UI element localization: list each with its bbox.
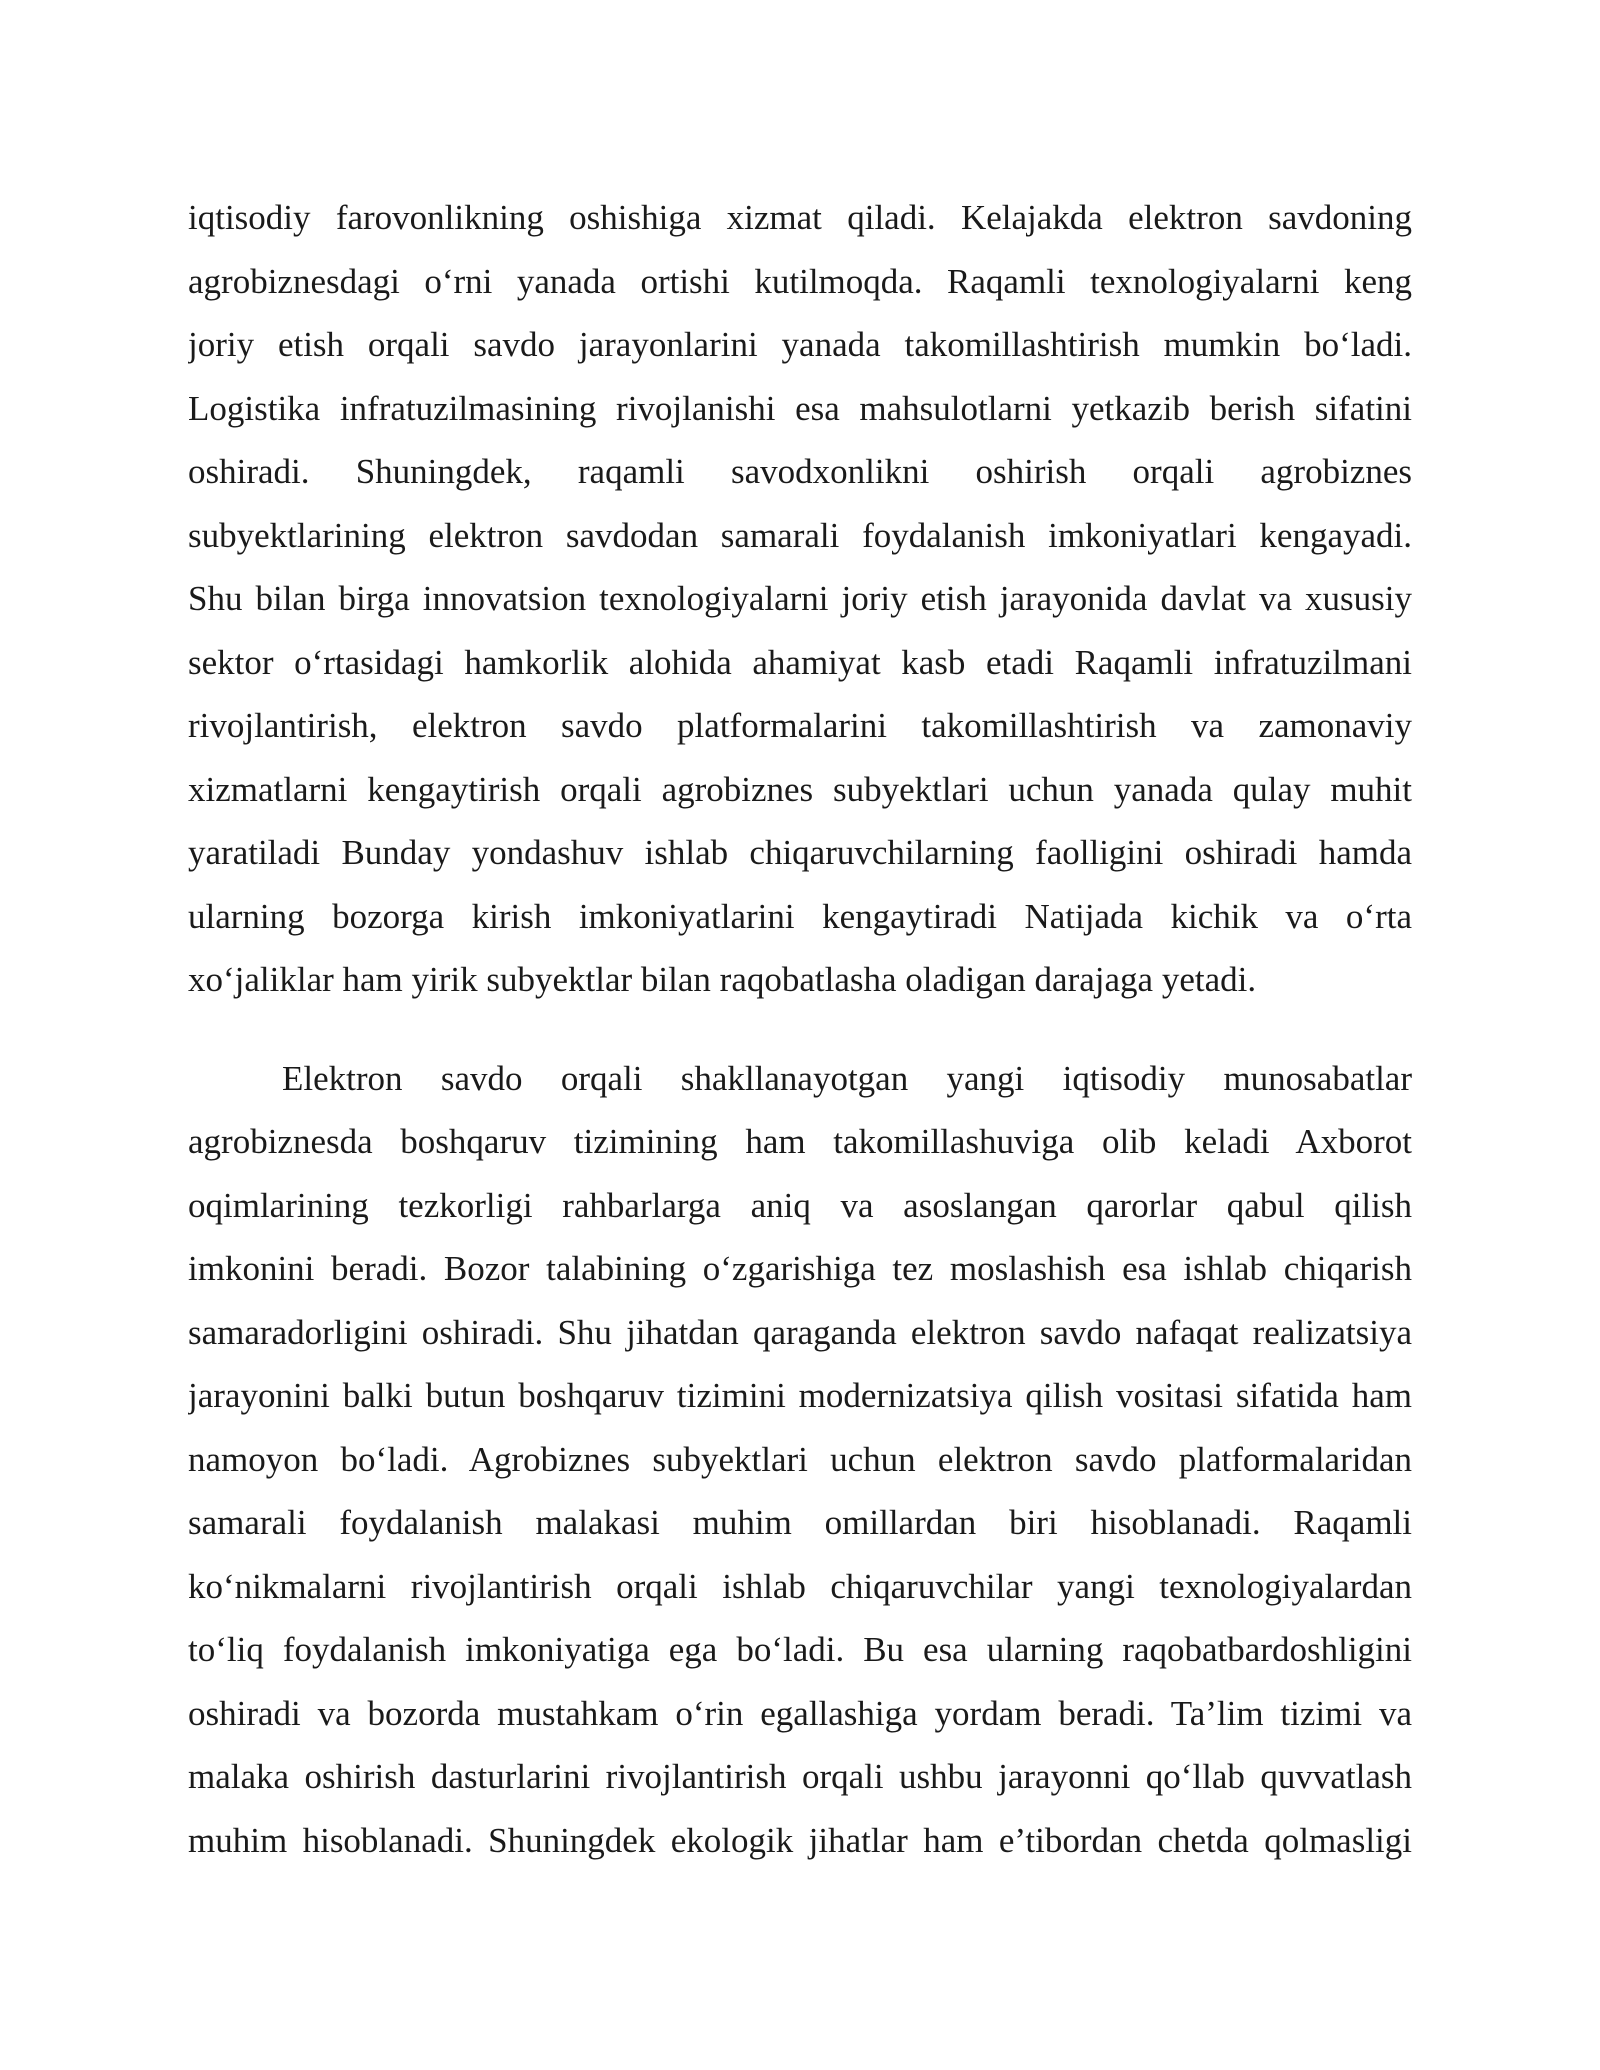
document-body <box>188 186 1412 1872</box>
text-line: rivojlantirish, elektron savdo platformalarini takomillashtirish va zamonaviy <box>188 706 1412 745</box>
text-line: malaka oshirish dasturlarini rivojlantirish orqali ushbu jarayonni qo‘llab quvvatlash <box>188 1757 1412 1796</box>
text-line: Elektron savdo orqali shakllanayotgan yangi iqtisodiy munosabatlar <box>282 1058 1412 1098</box>
text-line: xizmatlarni kengaytirish orqali agrobiznes subyektlari uchun yanada qulay muhit <box>188 769 1412 809</box>
text-line: xo‘jaliklar ham yirik subyektlar bilan raqobatlasha oladigan darajaga yetadi. <box>188 960 1257 999</box>
text-line: subyektlarining elektron savdodan samarali foydalanish imkoniyatlari kengayadi. <box>188 515 1412 555</box>
text-line: imkonini beradi. Bozor talabining o‘zgarishiga tez moslashish esa ishlab chiqarish <box>188 1249 1412 1288</box>
text-line: samarali foydalanish malakasi muhim omillardan biri hisoblanadi. Raqamli <box>188 1503 1412 1542</box>
text-line: agrobiznesdagi o‘rni yanada ortishi kutilmoqda. Raqamli texnologiyalarni keng <box>188 261 1412 301</box>
text-line: yaratiladi Bunday yondashuv ishlab chiqaruvchilarning faolligini oshiradi hamda <box>188 833 1412 872</box>
paragraph-2 <box>188 1047 1412 1873</box>
text-line: sektor o‘rtasidagi hamkorlik alohida ahamiyat kasb etadi Raqamli infratuzilmani <box>188 642 1412 682</box>
text-line: oshiradi. Shuningdek, raqamli savodxonlikni oshirish orqali agrobiznes <box>188 452 1412 491</box>
text-line: joriy etish orqali savdo jarayonlarini yanada takomillashtirish mumkin bo‘ladi. <box>188 325 1412 364</box>
text-line: Logistika infratuzilmasining rivojlanishi esa mahsulotlarni yetkazib berish sifatini <box>188 388 1412 428</box>
text-line: agrobiznesda boshqaruv tizimining ham takomillashuviga olib keladi Axborot <box>188 1122 1412 1161</box>
paragraph-1 <box>188 186 1412 1012</box>
text-line: Shu bilan birga innovatsion texnologiyalarni joriy etish jarayonida davlat va xususiy <box>188 579 1412 618</box>
text-line: jarayonini balki butun boshqaruv tizimini modernizatsiya qilish vositasi sifatida ham <box>188 1376 1412 1415</box>
text-line: ularning bozorga kirish imkoniyatlarini kengaytiradi Natijada kichik va o‘rta <box>188 896 1412 936</box>
text-line: to‘liq foydalanish imkoniyatiga ega bo‘ladi. Bu esa ularning raqobatbardoshligini <box>188 1630 1412 1669</box>
text-line: muhim hisoblanadi. Shuningdek ekologik jihatlar ham e’tibordan chetda qolmasligi <box>188 1820 1412 1860</box>
text-line: oshiradi va bozorda mustahkam o‘rin egallashiga yordam beradi. Ta’lim tizimi va <box>188 1693 1412 1733</box>
text-line: iqtisodiy farovonlikning oshishiga xizmat qiladi. Kelajakda elektron savdoning <box>188 198 1412 237</box>
text-line: ko‘nikmalarni rivojlantirish orqali ishlab chiqaruvchilar yangi texnologiyalardan <box>188 1566 1412 1606</box>
text-line: oqimlarining tezkorligi rahbarlarga aniq va asoslangan qarorlar qabul qilish <box>188 1185 1412 1225</box>
text-line: samaradorligini oshiradi. Shu jihatdan qaraganda elektron savdo nafaqat realizatsiya <box>188 1312 1412 1352</box>
text-line: namoyon bo‘ladi. Agrobiznes subyektlari uchun elektron savdo platformalaridan <box>188 1439 1412 1479</box>
